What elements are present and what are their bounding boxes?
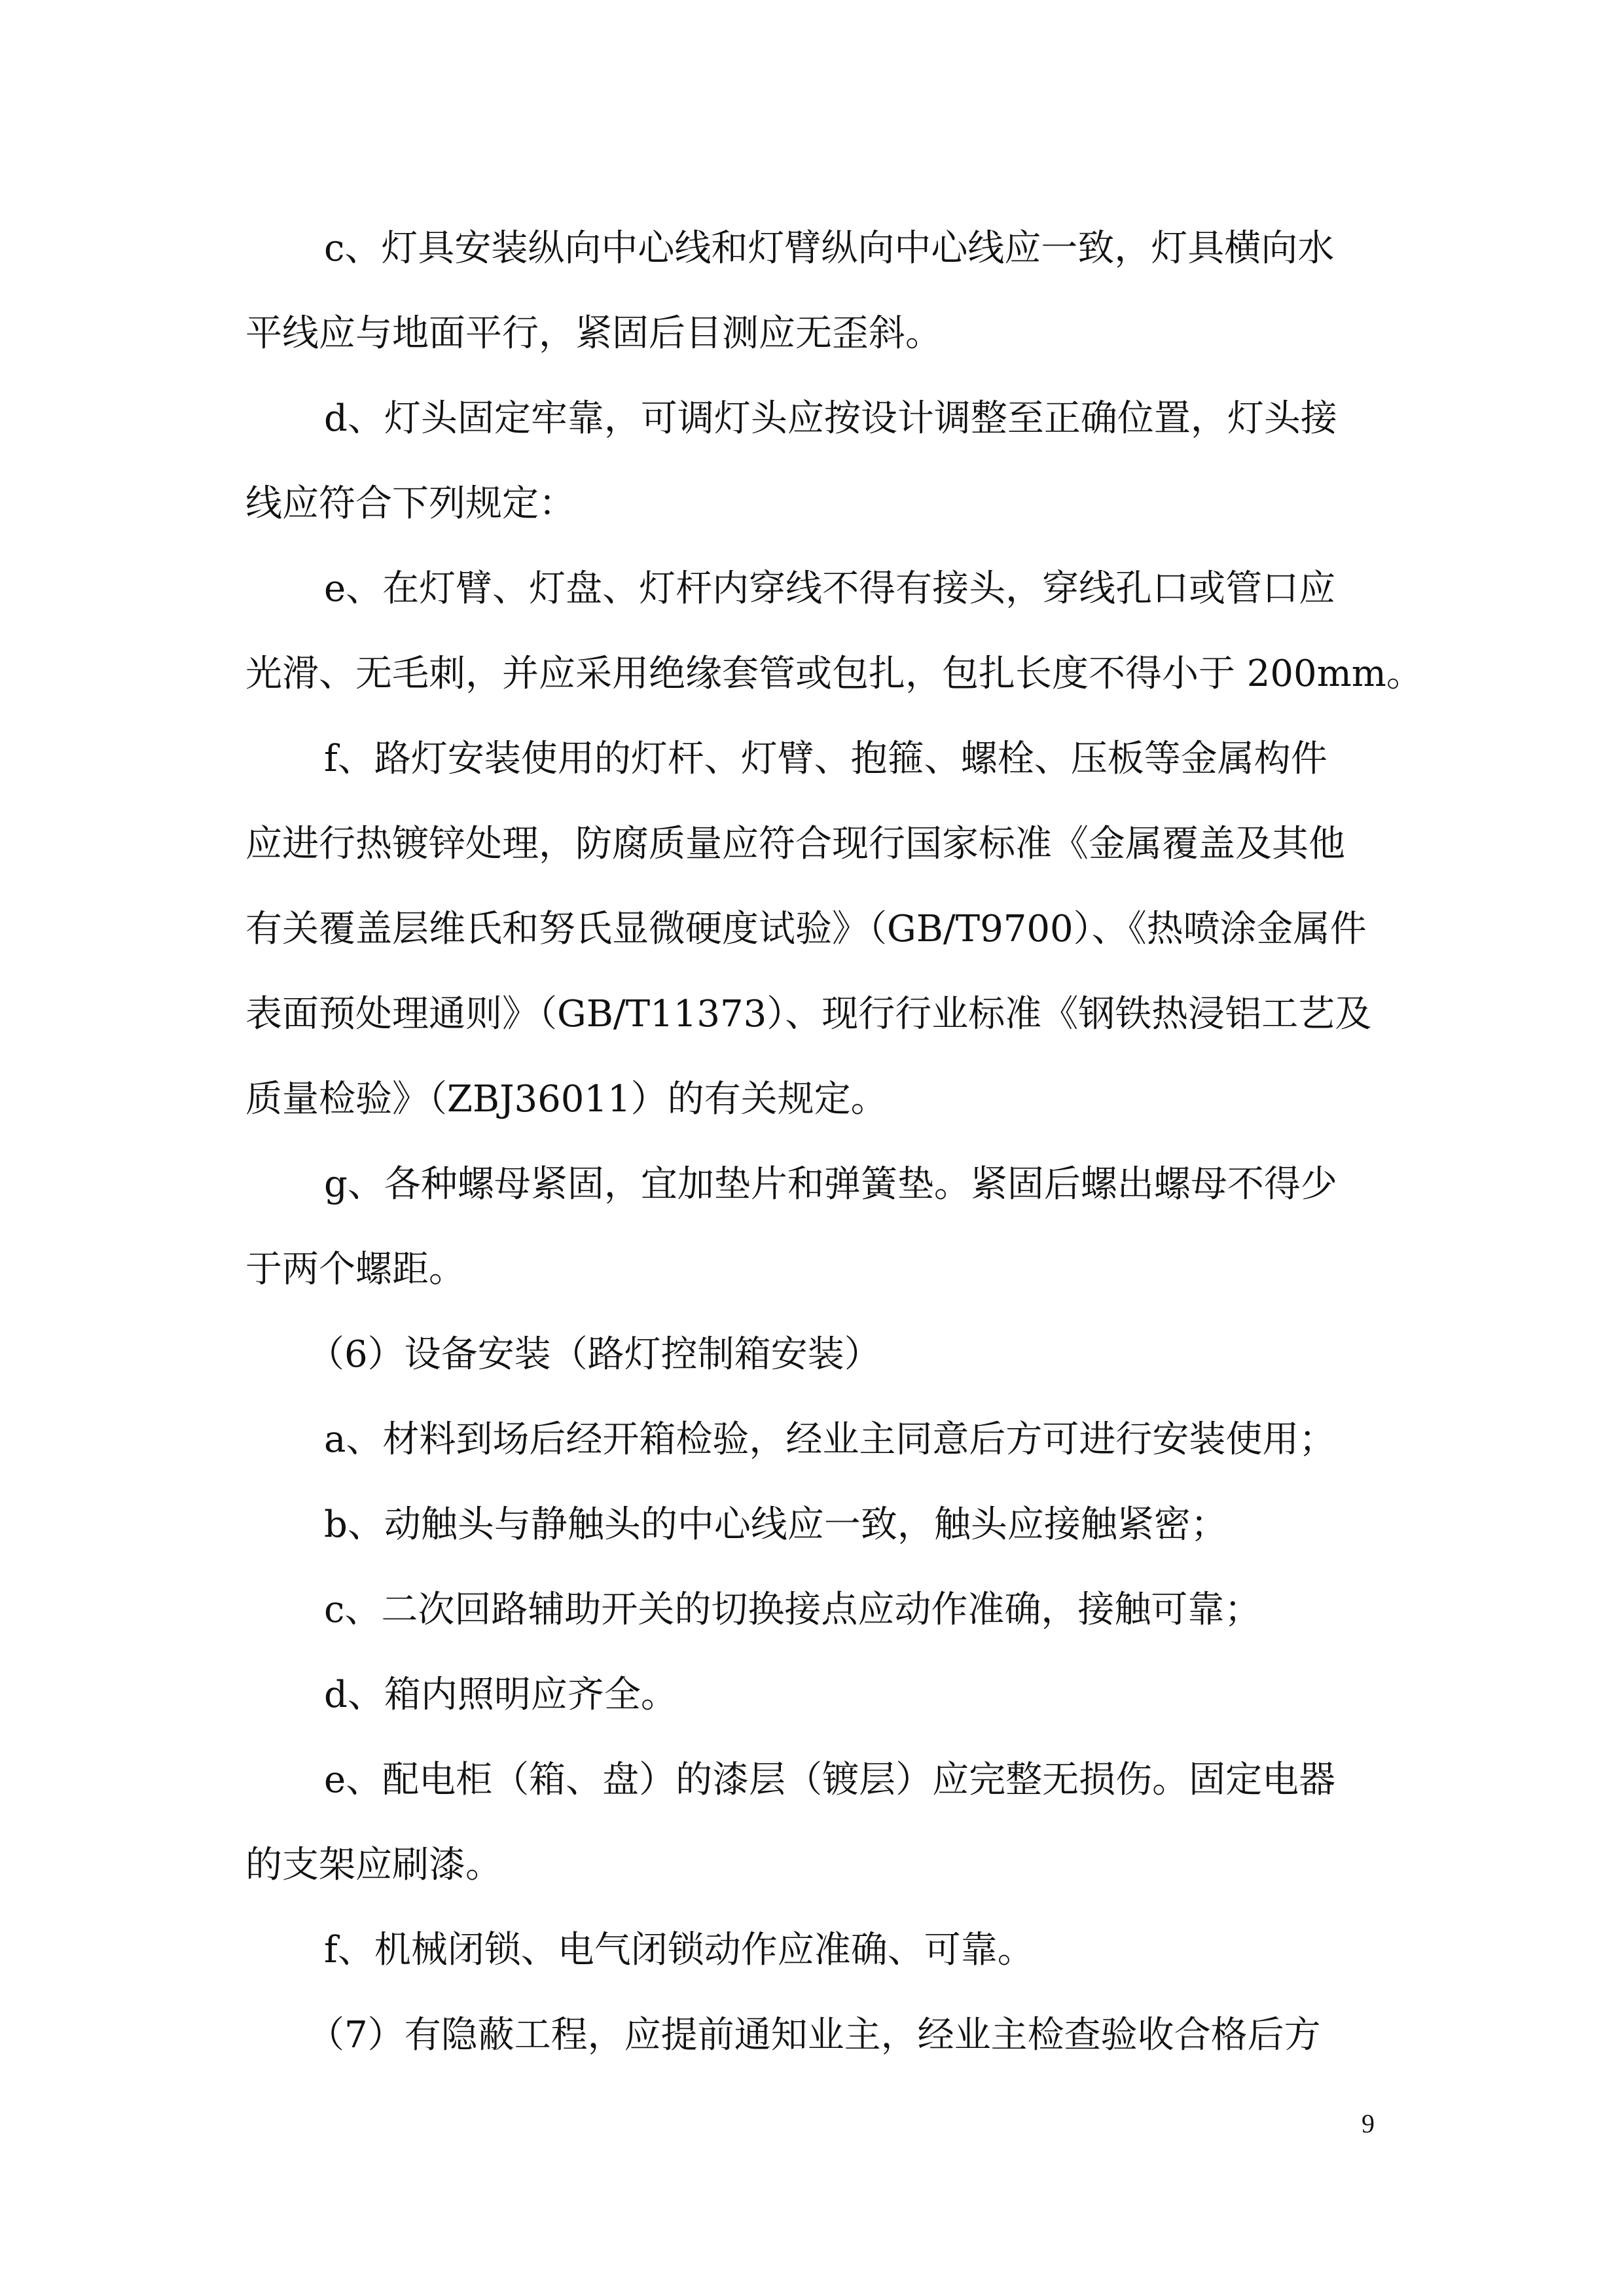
section-heading: （6）设备安装（路灯控制箱安装） <box>308 1333 881 1376</box>
paragraph-line: 平线应与地面平行，紧固后目测应无歪斜。 <box>245 312 942 355</box>
paragraph-line: 于两个螺距。 <box>245 1248 465 1291</box>
paragraph-line: 的支架应刷漆。 <box>245 1844 502 1886</box>
paragraph-line: b、动触头与静触头的中心线应一致，触头应接触紧密； <box>324 1503 1227 1546</box>
paragraph-line: d、灯头固定牢靠，可调灯头应按设计调整至正确位置，灯头接 <box>324 397 1337 440</box>
paragraph-line: 应进行热镀锌处理，防腐质量应符合现行国家标准《金属覆盖及其他 <box>245 823 1345 865</box>
paragraph-line: f、路灯安装使用的灯杆、灯臂、抱箍、螺栓、压板等金属构件 <box>324 738 1327 780</box>
paragraph-line: 有关覆盖层维氏和努氏显微硬度试验》（GB/T9700）、《热喷涂金属件 <box>245 908 1367 950</box>
paragraph-line: 线应符合下列规定： <box>245 482 575 525</box>
paragraph-line: 表面预处理通则》（GB/T11373）、现行行业标准《钢铁热浸铝工艺及 <box>245 993 1372 1035</box>
section-heading: （7）有隐蔽工程，应提前通知业主，经业主检查验收合格后方 <box>308 2014 1321 2056</box>
paragraph-line: e、配电柜（箱、盘）的漆层（镀层）应完整无损伤。固定电器 <box>324 1759 1336 1801</box>
paragraph-line: d、箱内照明应齐全。 <box>324 1674 677 1716</box>
paragraph-line: a、材料到场后经开箱检验，经业主同意后方可进行安装使用； <box>324 1418 1336 1461</box>
paragraph-line: 质量检验》（ZBJ36011）的有关规定。 <box>245 1078 888 1121</box>
paragraph-line: e、在灯臂、灯盘、灯杆内穿线不得有接头，穿线孔口或管口应 <box>324 567 1336 610</box>
page-number: 9 <box>1362 2109 1375 2138</box>
paragraph-line: c、灯具安装纵向中心线和灯臂纵向中心线应一致，灯具横向水 <box>324 227 1335 270</box>
paragraph-line: c、二次回路辅助开关的切换接点应动作准确，接触可靠； <box>324 1588 1261 1631</box>
paragraph-line: 光滑、无毛刺，并应采用绝缘套管或包扎，包扎长度不得小于 200mm。 <box>245 653 1423 695</box>
page-body <box>245 206 1423 2078</box>
paragraph-line: g、各种螺母紧固，宜加垫片和弹簧垫。紧固后螺出螺母不得少 <box>324 1163 1337 1206</box>
paragraph-line: f、机械闭锁、电气闭锁动作应准确、可靠。 <box>324 1929 1034 1971</box>
